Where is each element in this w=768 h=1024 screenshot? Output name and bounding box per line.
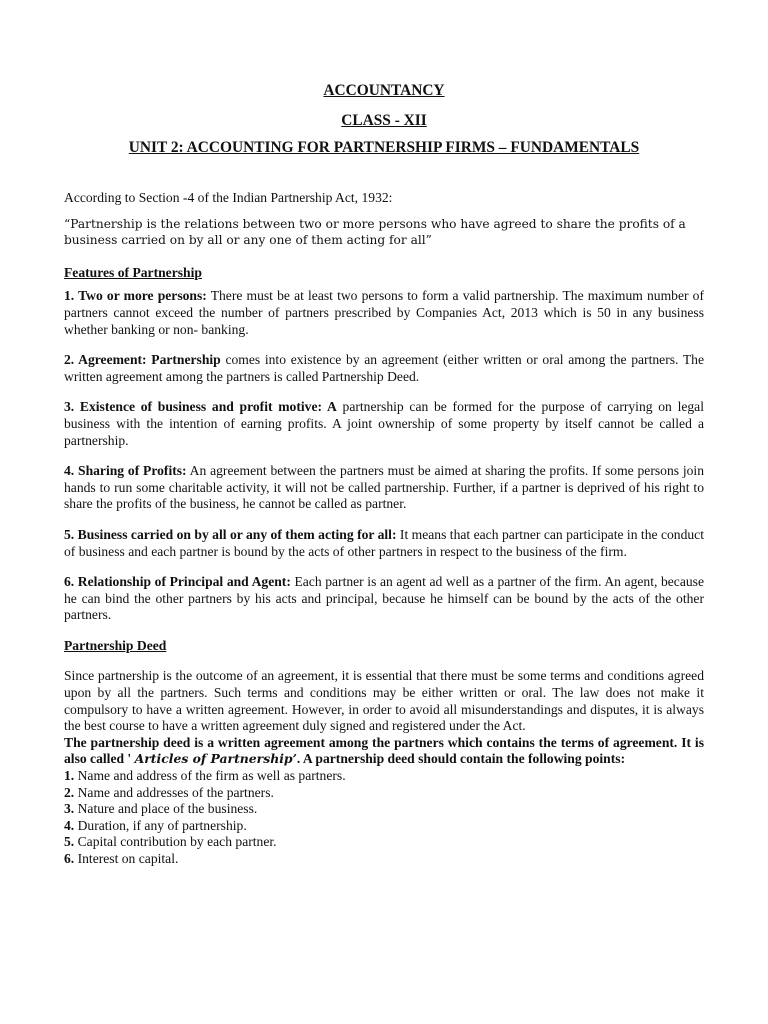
feature-title: 3. Existence of business and profit motive: A xyxy=(64,399,337,415)
partnership-definition: “Partnership is the relations between two or more persons who have agreed to share the profits of a business carried on by all or any one of them acting for all” xyxy=(64,216,686,248)
deed-definition-start: The partnership deed is a written agreement among the partners which contains the terms of agreement. It is also called ' xyxy=(64,734,704,767)
feature-item xyxy=(64,352,704,385)
deed-heading: Partnership Deed xyxy=(64,637,167,653)
class-title: CLASS - XII xyxy=(341,112,427,129)
feature-text: Each partner is an agent ad well as a partner of the firm. An agent, because he can bind the other partners by his acts and principal, because he himself can be bound by the acts of the other partners. xyxy=(64,574,704,623)
list-item xyxy=(64,801,704,818)
deed-articles-term: Articles of Partnership’ xyxy=(134,751,297,767)
feature-item xyxy=(64,288,704,338)
feature-title: 6. Relationship of Principal and Agent: xyxy=(64,574,291,590)
list-item xyxy=(64,768,704,785)
features-list xyxy=(64,288,704,624)
point-text: Name and address of the firm as well as partners. xyxy=(74,768,346,784)
point-text: Name and addresses of the partners. xyxy=(74,784,274,800)
feature-text: An agreement between the partners must be aimed at sharing the profits. If some persons join hands to run some charitable activity, it will not be called partnership. Further, if a partner is deprived of his right to share the profits of the business, he cannot be called as partner. xyxy=(64,463,704,512)
point-number: 2. xyxy=(64,784,75,800)
feature-title: 2. Agreement: Partnership xyxy=(64,352,221,368)
point-number: 5. xyxy=(64,834,75,850)
deed-points-list xyxy=(64,768,704,868)
point-number: 6. xyxy=(64,851,75,866)
subject-title: ACCOUNTANCY xyxy=(323,82,445,99)
deed-definition xyxy=(64,735,704,768)
feature-item xyxy=(64,399,704,449)
feature-title: 5. Business carried on by all or any of them acting for all: xyxy=(64,526,397,542)
point-number: 1. xyxy=(64,768,75,784)
feature-text: There must be at least two persons to form a valid partnership. The maximum number of partners cannot exceed the number of partners prescribed by Companies Act, 2013 which is 50 in any business whether banking or non- banking. xyxy=(64,288,704,337)
feature-item xyxy=(64,574,704,624)
deed-paragraph: Since partnership is the outcome of an agreement, it is essential that there must be some terms and conditions agreed upon by all the partners. Such terms and conditions may be either written or oral. The law does not make it compulsory to have a written agreement. However, in order to avoid all misunderstandings and disputes, it is always the best course to have a written agreement duly signed and registered under the Act. xyxy=(64,668,704,734)
deed-definition-end: . A partnership deed should contain the following points: xyxy=(296,751,626,767)
intro-text: According to Section -4 of the Indian Partnership Act, 1932: xyxy=(64,190,393,205)
list-item xyxy=(64,818,704,835)
point-number: 3. xyxy=(64,801,75,817)
point-text: Interest on capital. xyxy=(74,851,179,866)
feature-item xyxy=(64,463,704,513)
point-text: Duration, if any of partnership. xyxy=(74,817,247,833)
features-heading: Features of Partnership xyxy=(64,264,202,280)
feature-text: partnership can be formed for the purpose of carrying on legal business with the intention of earning profits. A joint ownership of some property by itself cannot be called a partnership. xyxy=(64,399,704,448)
feature-title: 1. Two or more persons: xyxy=(64,288,207,304)
unit-title: UNIT 2: ACCOUNTING FOR PARTNERSHIP FIRMS – FUNDAMENTALS xyxy=(128,139,640,156)
feature-item xyxy=(64,527,704,560)
point-text: Capital contribution by each partner. xyxy=(74,834,277,850)
point-text: Nature and place of the business. xyxy=(74,801,258,817)
list-item xyxy=(64,785,704,802)
list-item xyxy=(64,851,704,868)
feature-title: 4. Sharing of Profits: xyxy=(64,463,187,479)
feature-text: comes into existence by an agreement (either written or oral among the partners. The written agreement among the partners is called Partnership Deed. xyxy=(64,352,704,384)
feature-text: It means that each partner can participate in the conduct of business and each partner is bound by the acts of other partners in respect to the business of the firm. xyxy=(64,526,704,559)
list-item xyxy=(64,834,704,851)
point-number: 4. xyxy=(64,817,75,833)
